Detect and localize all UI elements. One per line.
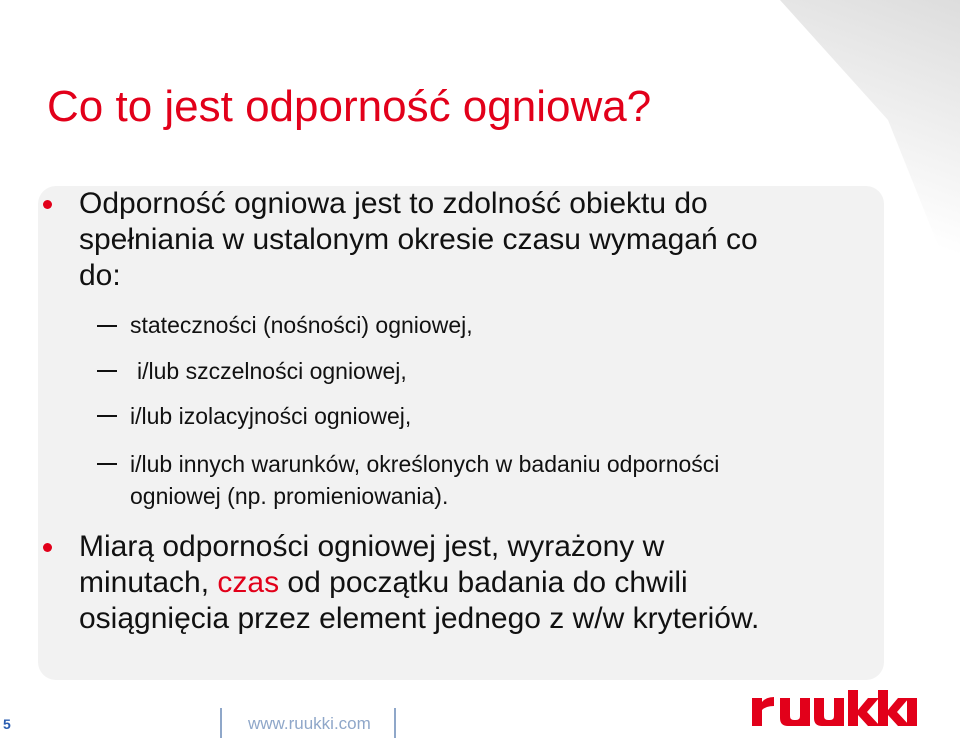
- sub-item-4-continued: ogniowej (np. promieniowania).: [130, 483, 449, 509]
- bullet-1-line-3: do:: [79, 259, 121, 292]
- ruukki-logo: [750, 688, 918, 728]
- bullet-dot-icon: [43, 200, 52, 209]
- sub-item-4: i/lub innych warunków, określonych w badaniu odporności: [130, 451, 720, 477]
- footer-url: www.ruukki.com: [248, 714, 371, 733]
- footer-divider: [220, 708, 222, 738]
- sub-item-3: i/lub izolacyjności ogniowej,: [130, 403, 412, 429]
- sub-item-1: stateczności (nośności) ogniowej,: [130, 312, 473, 338]
- bullet-2-text: od początku badania do chwili: [279, 566, 688, 599]
- bullet-2-line-1: Miarą odporności ogniowej jest, wyrażony w: [79, 530, 665, 563]
- page-number: 5: [3, 716, 11, 732]
- bullet-2-line-2: [79, 565, 688, 601]
- bullet-2-accent-word: czas: [217, 566, 280, 599]
- dash-icon: [97, 325, 117, 327]
- dash-icon: [97, 463, 117, 465]
- bullet-1-line-2: spełniania w ustalonym okresie czasu wymagań co: [79, 223, 758, 256]
- bullet-1-line-1: Odporność ogniowa jest to zdolność obiektu do: [79, 187, 708, 220]
- bullet-2-line-3: osiągnięcia przez element jednego z w/w kryteriów.: [79, 602, 760, 635]
- sub-item-2: i/lub szczelności ogniowej,: [137, 358, 407, 384]
- dash-icon: [97, 415, 117, 417]
- slide-title: Co to jest odporność ogniowa?: [47, 82, 652, 131]
- bullet-2-text: minutach,: [79, 566, 218, 599]
- footer-divider: [394, 708, 396, 738]
- dash-icon: [97, 370, 117, 372]
- bullet-dot-icon: [43, 543, 52, 552]
